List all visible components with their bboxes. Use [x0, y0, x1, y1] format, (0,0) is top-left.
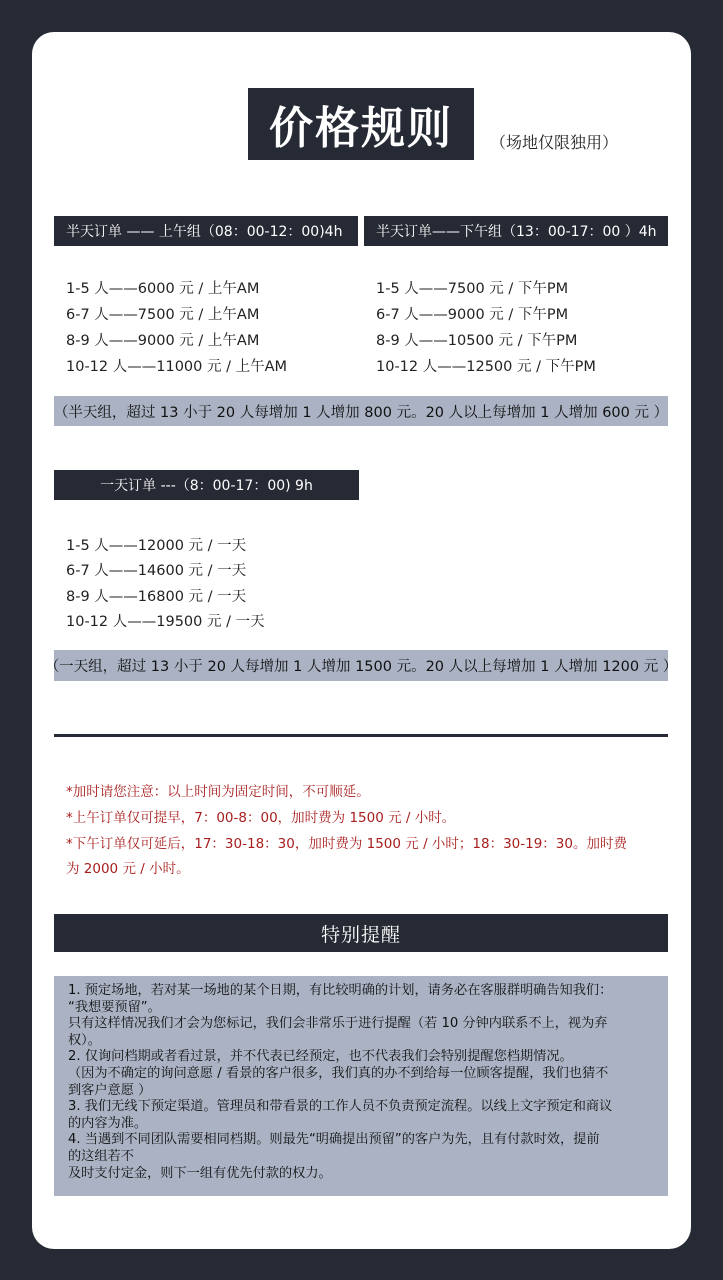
reminder-line: 1. 预定场地，若对某一场地的某个日期，有比较明确的计划，请务必在客服群明确告知我们： [68, 983, 613, 998]
divider [54, 734, 668, 737]
reminder-line: （因为不确定的询问意愿 / 看景的客户很多，我们真的办不到给每一位顾客提醒，我们也猜不 [68, 1065, 609, 1081]
overtime-note: 为 2000 元 / 小时。 [66, 861, 190, 877]
page-title: 价格规则 [248, 88, 474, 160]
full-day-header: 一天订单 ---（8：00-17：00) 9h [54, 470, 359, 500]
morning-price-row: 10-12 人——11000 元 / 上午AM [66, 359, 288, 375]
full-day-price-row: 6-7 人——14600 元 / 一天 [66, 563, 247, 579]
overtime-note: *加时请您注意：以上时间为固定时间，不可顺延。 [66, 784, 370, 800]
reminder-line: 4. 当遇到不同团队需要相同档期。则最先“明确提出预留”的客户为先，且有付款时效，提前 [68, 1132, 600, 1148]
reminder-line: 3. 我们无线下预定渠道。管理员和带看景的工作人员不负责预定流程。以线上文字预定和商议 [68, 1099, 613, 1115]
afternoon-price-row: 1-5 人——7500 元 / 下午PM [376, 281, 569, 297]
reminder-line: 2. 仅询问档期或者看过景，并不代表已经预定，也不代表我们会特别提醒您档期情况。 [68, 1049, 573, 1065]
reminder-line: “我想要预留”。 [68, 999, 161, 1015]
afternoon-price-row: 6-7 人——9000 元 / 下午PM [376, 307, 569, 323]
full-day-note: （一天组，超过 13 小于 20 人每增加 1 人增加 1500 元。20 人以上每增加 1 人增加 1200 元 ） [54, 650, 668, 681]
morning-header: 半天订单 —— 上午组（08：00-12：00)4h [54, 216, 358, 246]
morning-price-row: 1-5 人——6000 元 / 上午AM [66, 281, 260, 297]
overtime-note: *上午订单仅可提早，7：00-8：00，加时费为 1500 元 / 小时。 [66, 810, 456, 826]
reminder-box [54, 976, 668, 1196]
afternoon-price-row: 10-12 人——12500 元 / 下午PM [376, 359, 596, 375]
full-day-price-row: 1-5 人——12000 元 / 一天 [66, 538, 247, 554]
morning-price-row: 8-9 人——9000 元 / 上午AM [66, 333, 260, 349]
afternoon-header: 半天订单——下午组（13：00-17：00 ）4h [364, 216, 668, 246]
page-subtitle: （场地仅限独用） [490, 133, 619, 152]
overtime-note: *下午订单仅可延后，17：30-18：30，加时费为 1500 元 / 小时；18：30-19：30。加时费 [66, 836, 627, 852]
reminder-line: 只有这样情况我们才会为您标记，我们会非常乐于进行提醒（若 10 分钟内联系不上，视为弃 [68, 1016, 608, 1032]
reminder-line: 权）。 [68, 1032, 101, 1048]
afternoon-price-row: 8-9 人——10500 元 / 下午PM [376, 333, 578, 349]
reminder-line: 的这组若不 [68, 1148, 134, 1164]
reminder-line: 的内容为准。 [68, 1115, 148, 1131]
full-day-price-row: 10-12 人——19500 元 / 一天 [66, 614, 265, 630]
reminder-line: 及时支付定金，则下一组有优先付款的权力。 [68, 1165, 332, 1181]
half-day-note: （半天组，超过 13 小于 20 人每增加 1 人增加 800 元。20 人以上每增加 1 人增加 600 元 ） [54, 396, 668, 426]
reminder-line: 到客户意愿 ） [68, 1082, 152, 1098]
morning-price-row: 6-7 人——7500 元 / 上午AM [66, 307, 260, 323]
full-day-price-row: 8-9 人——16800 元 / 一天 [66, 589, 247, 605]
reminder-title: 特别提醒 [54, 914, 668, 952]
